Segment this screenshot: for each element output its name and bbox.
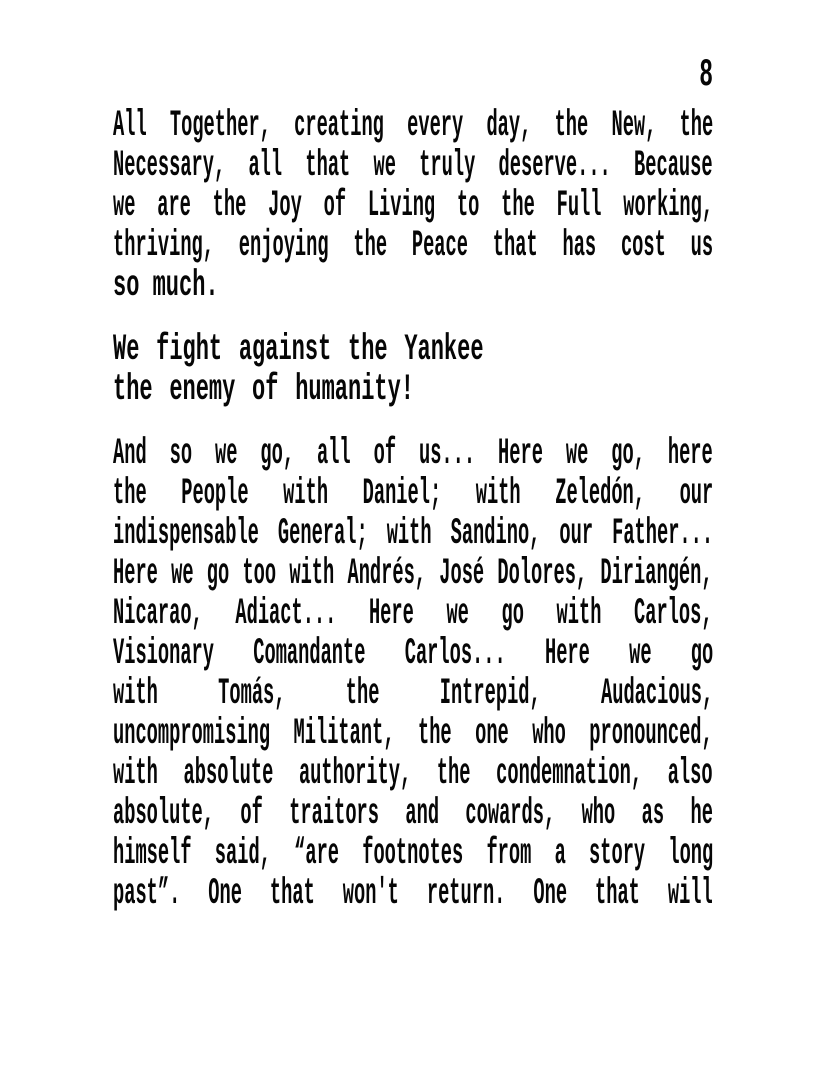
text-line bbox=[113, 105, 713, 145]
page-number: 8 bbox=[699, 52, 713, 98]
text-line-content: thriving, enjoying the Peace that has cost us bbox=[113, 223, 714, 267]
text-line-content: absolute, of traitors and cowards, who as he bbox=[113, 791, 713, 835]
paragraph bbox=[113, 105, 713, 305]
text-line-content: with absolute authority, the condemnation, also bbox=[113, 751, 713, 795]
text-line bbox=[113, 833, 713, 873]
text-line bbox=[113, 225, 713, 265]
paragraph bbox=[113, 433, 713, 913]
text-line bbox=[113, 793, 713, 833]
text-line-content: the People with Daniel; with Zeledón, our bbox=[113, 471, 714, 515]
text-line bbox=[113, 473, 713, 513]
text-line bbox=[113, 713, 713, 753]
text-line bbox=[113, 553, 713, 593]
text-line-content: the enemy of humanity! bbox=[113, 367, 415, 411]
text-line bbox=[113, 593, 713, 633]
text-line bbox=[113, 513, 713, 553]
text-line bbox=[113, 673, 713, 713]
text-line-content: Visionary Comandante Carlos... Here we go bbox=[113, 631, 714, 675]
text-line-content: so much. bbox=[113, 263, 219, 307]
text-line-content: Necessary, all that we truly deserve... Because bbox=[113, 143, 713, 187]
page-header bbox=[113, 52, 713, 98]
text-line bbox=[113, 873, 713, 913]
text-line bbox=[113, 145, 713, 185]
text-line-content: past”. One that won't return. One that will bbox=[113, 871, 713, 915]
text-line-content: himself said, “are footnotes from a story long bbox=[113, 831, 714, 875]
text-line bbox=[113, 265, 713, 305]
text-line-content: We fight against the Yankee bbox=[113, 327, 484, 371]
text-line-content: And so we go, all of us... Here we go, here bbox=[113, 431, 713, 475]
text-line-content: Nicarao, Adiact... Here we go with Carlos, bbox=[113, 591, 713, 635]
text-line bbox=[113, 633, 713, 673]
text-line bbox=[113, 329, 713, 369]
text-line bbox=[113, 369, 713, 409]
text-line-content: with Tomás, the Intrepid, Audacious, bbox=[113, 671, 714, 715]
text-line-content: indispensable General; with Sandino, our Father... bbox=[113, 511, 714, 555]
text-line bbox=[113, 753, 713, 793]
text-line-content: we are the Joy of Living to the Full working, bbox=[113, 183, 714, 227]
page-body bbox=[113, 105, 713, 913]
paragraph bbox=[113, 329, 713, 409]
text-line bbox=[113, 185, 713, 225]
text-line-content: uncompromising Militant, the one who pronounced, bbox=[113, 711, 713, 755]
text-line bbox=[113, 433, 713, 473]
text-line-content: Here we go too with Andrés, José Dolores, Diriangén, bbox=[113, 551, 713, 595]
text-line-content: All Together, creating every day, the New, the bbox=[113, 103, 714, 147]
